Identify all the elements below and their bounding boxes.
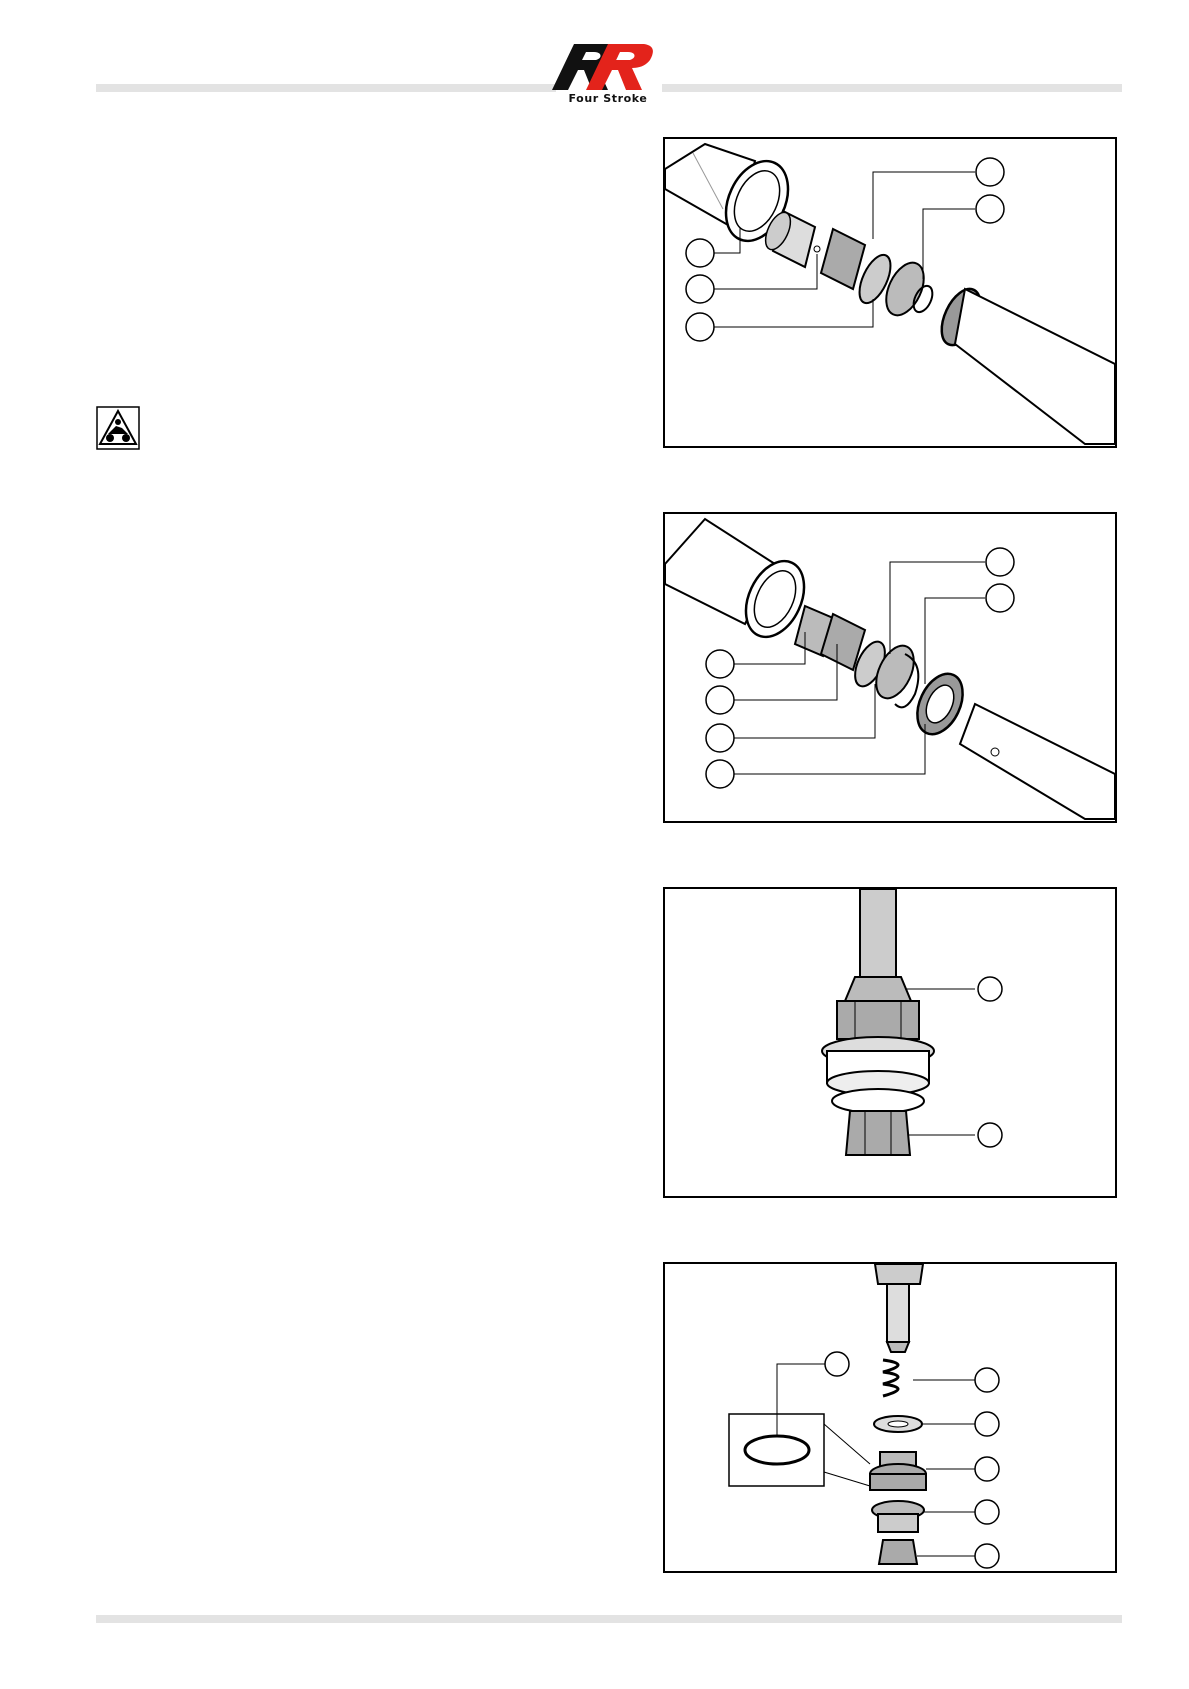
callout-1 bbox=[978, 977, 1002, 1001]
callout-2 bbox=[975, 1368, 999, 1392]
brand-text: Four Stroke bbox=[568, 92, 648, 105]
callout-1 bbox=[986, 548, 1014, 576]
footer-rule bbox=[96, 1615, 1122, 1623]
callout-3 bbox=[686, 239, 714, 267]
callout-4 bbox=[706, 686, 734, 714]
callout-3 bbox=[706, 650, 734, 678]
callout-1 bbox=[825, 1352, 849, 1376]
callout-6 bbox=[975, 1544, 999, 1568]
callout-5 bbox=[686, 313, 714, 341]
callout-1 bbox=[976, 158, 1004, 186]
figure-damper-valve-exploded bbox=[663, 1262, 1117, 1573]
figure-fork-tube-disassembly-2 bbox=[663, 512, 1117, 823]
header-rule-right bbox=[662, 84, 1122, 92]
figure-fork-tube-disassembly-1 bbox=[663, 137, 1117, 448]
header-rule-left bbox=[96, 84, 556, 92]
callout-2 bbox=[976, 195, 1004, 223]
callout-6 bbox=[706, 760, 734, 788]
callout-4 bbox=[686, 275, 714, 303]
motorcycle-warning-icon bbox=[96, 406, 140, 450]
figure-damper-valve-assembled bbox=[663, 887, 1117, 1198]
callout-5 bbox=[706, 724, 734, 752]
callout-3 bbox=[975, 1412, 999, 1436]
callout-2 bbox=[978, 1123, 1002, 1147]
callout-5 bbox=[975, 1500, 999, 1524]
callout-4 bbox=[975, 1457, 999, 1481]
callout-2 bbox=[986, 584, 1014, 612]
